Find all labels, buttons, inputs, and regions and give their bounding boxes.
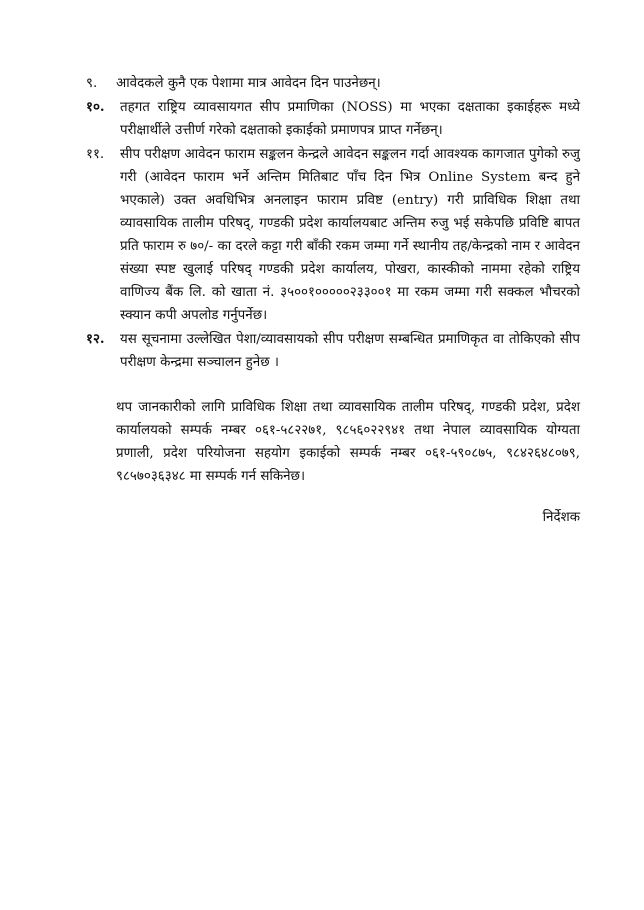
signature-title: निर्देशक	[542, 510, 580, 525]
item-text: यस सूचनामा उल्लेखित पेशा/व्यावसायको सीप परीक्षण सम्बन्धित प्रमाणिकृत वा तोकिएको सीप परीक्षण केन्द्रमा सञ्चालन हुनेछ ।	[120, 332, 580, 370]
item-text: आवेदकले कुनै एक पेशामा मात्र आवेदन दिन पाउनेछन्।	[116, 76, 381, 91]
notice-item-12	[86, 328, 580, 374]
notice-item-9	[86, 72, 580, 95]
item-number: १२.	[86, 331, 105, 347]
item-text: तहगत राष्ट्रिय व्यावसायगत सीप प्रमाणिका (NOSS) मा भएका दक्षताका इकाईहरू मध्ये परीक्षार्थीले उत्तीर्ण गरेको दक्षताको इकाईको प्रमाणपत्र प्राप्त गर्नेछन्।	[120, 100, 580, 138]
item-text: सीप परीक्षण आवेदन फाराम सङ्कलन केन्द्रले आवेदन सङ्कलन गर्दा आवश्यक कागजात पुगेको रुजु गरी (आवेदन फाराम भर्ने अन्तिम मितिबाट पाँच दिन भित्र Online System बन्द हुने भएकाले) उक्त अवधिभित्र अनलाइन फाराम प्रविष्ट (entry) गरी प्राविधिक शिक्षा तथा व्यावसायिक तालीम परिषद्, गण्डकी प्रदेश कार्यालयबाट अन्तिम रुजु भई सकेपछि प्रविष्टि बापत प्रति फाराम रु ७०/- का दरले कट्टा गरी बाँकी रकम जम्मा गर्ने स्थानीय तह/केन्द्रको नाम र आवेदन संख्या स्पष्ट खुलाई परिषद् गण्डकी प्रदेश कार्यालय, पोखरा, कास्कीको नाममा रहेको राष्ट्रिय वाणिज्य बैंक लि. को खाता नं. ३५००१०००००२३३००१ मा रकम जम्मा गरी सक्कल भौचरको स्क्यान कपी अपलोड गर्नुपर्नेछ।	[120, 147, 580, 323]
notice-item-10	[86, 96, 580, 142]
item-number: १०.	[86, 99, 105, 115]
contact-paragraph: थप जानकारीको लागि प्राविधिक शिक्षा तथा व्यावसायिक तालीम परिषद्, गण्डकी प्रदेश, प्रदेश कार्यालयको सम्पर्क नम्बर ०६१-५८२२७१, ९८५६०२२९४१ तथा नेपाल व्यावसायिक योग्यता प्रणाली, प्रदेश परियोजना सहयोग इकाईको सम्पर्क नम्बर ०६१-५९०८७५, ९८४२६४८०७९, ९८५७०३६३४८ मा सम्पर्क गर्न सकिनेछ।	[116, 400, 580, 484]
item-number: ११.	[86, 147, 105, 162]
item-number: ९.	[86, 76, 98, 91]
notice-item-11	[86, 143, 580, 327]
